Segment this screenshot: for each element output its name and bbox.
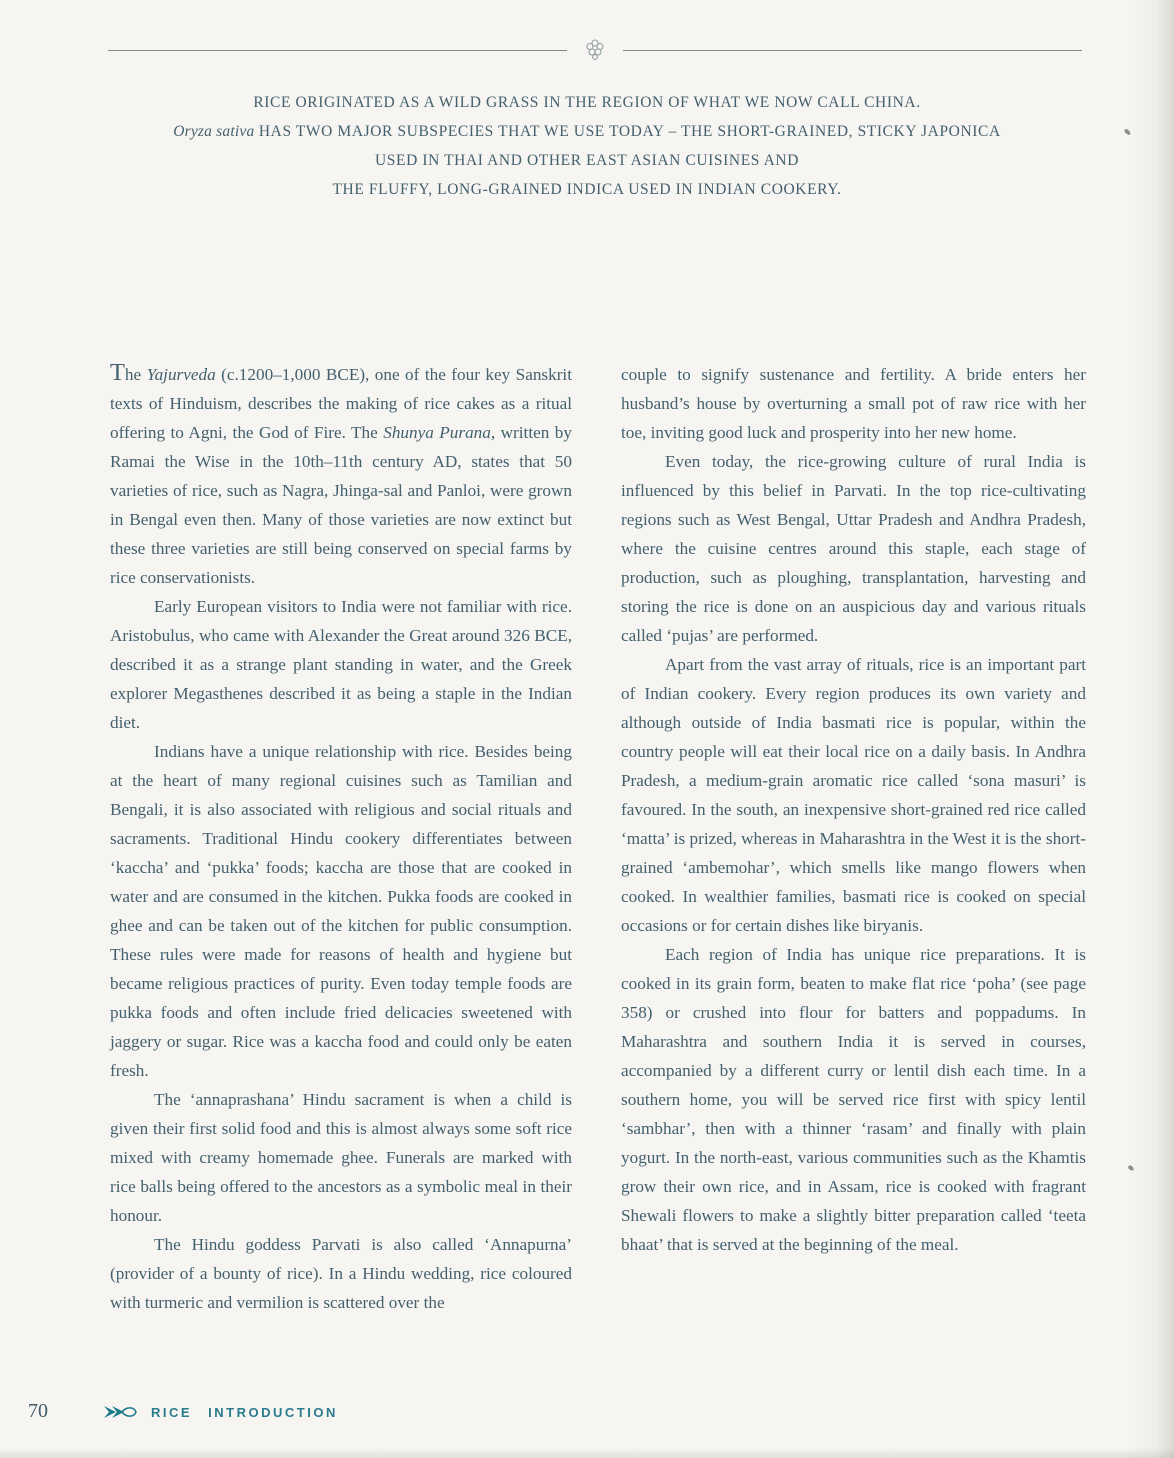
footer-mark bbox=[103, 1403, 338, 1421]
paragraph: Even today, the rice-growing culture of rural India is influenced by this belief in Parvati. In the top rice-cultivating regions such as West Bengal, Uttar Pradesh and Andhra Pradesh, where the cuisine centres around this staple, each stage of production, such as ploughing, transplantation, harvesting and storing the rice is done on an auspicious day and various rituals called ‘pujas’ are performed. bbox=[621, 452, 1086, 645]
epigraph-line: RICE ORIGINATED AS A WILD GRASS IN THE REGION OF WHAT WE NOW CALL CHINA. bbox=[253, 94, 921, 111]
paragraph: The Hindu goddess Parvati is also called ‘Annapurna’ (provider of a bounty of rice). In a Hindu wedding, rice coloured with turmeric and vermilion is scattered over the bbox=[110, 1235, 572, 1312]
rule-line-left bbox=[108, 50, 567, 51]
epigraph-line: USED IN THAI AND OTHER EAST ASIAN CUISINES AND bbox=[374, 152, 799, 169]
paragraph: The Yajurveda (c.1200–1,000 BCE), one of the four key Sanskrit texts of Hinduism, describes the making of rice cakes as a ritual offering to Agni, the God of Fire. The Shunya Purana, written by Ramai the Wise in the 10th–11th century AD, states that 50 varieties of rice, such as Nagra, Jhinga-sal and Panloi, were grown in Bengal even then. Many of those varieties are now extinct but these three varieties are still being conserved on special farms by rice conservationists. bbox=[110, 359, 572, 587]
body-right-column bbox=[621, 360, 1086, 1259]
paragraph: The ‘annaprashana’ Hindu sacrament is when a child is given their first solid food and this is almost always some soft rice mixed with creamy homemade ghee. Funerals are marked with rice balls being offered to the ancestors as a symbolic meal in their honour. bbox=[110, 1090, 572, 1225]
scan-speck bbox=[1124, 128, 1132, 136]
paragraph: Each region of India has unique rice preparations. It is cooked in its grain form, beaten to make flat rice ‘poha’ (see page 358) or crushed into flour for batters and poppadums. In Maharashtra and southern India it is served in courses, accompanied by a different curry or lentil dish each time. In a southern home, you will be served rice first with spicy lentil ‘sambhar’, then with a thinner ‘rasam’ and finally with plain yogurt. In the north-east, various communities such as the Khamtis grow their own rice, and in Assam, rice is cooked with fragrant Shewali flowers to make a slightly bitter preparation called ‘teeta bhaat’ that is served at the beginning of the meal. bbox=[621, 945, 1086, 1254]
epigraph-line: Oryza sativa HAS TWO MAJOR SUBSPECIES THAT WE USE TODAY – THE SHORT-GRAINED, STICKY JAPONICA bbox=[173, 123, 1001, 140]
page-number: 70 bbox=[28, 1400, 48, 1422]
footer-section-label: RICE INTRODUCTION bbox=[151, 1404, 338, 1420]
paragraph: Early European visitors to India were not familiar with rice. Aristobulus, who came with Alexander the Great around 326 BCE, described it as a strange plant standing in water, and the Greek explorer Megasthenes described it as being a staple in the Indian diet. bbox=[110, 597, 572, 732]
epigraph-line: THE FLUFFY, LONG-GRAINED INDICA USED IN INDIAN COOKERY. bbox=[332, 181, 842, 198]
paragraph: Indians have a unique relationship with rice. Besides being at the heart of many regional cuisines such as Tamilian and Bengali, it is also associated with religious and social rituals and sacraments. Traditional Hindu cookery differentiates between ‘kaccha’ and ‘pukka’ foods; kaccha are those that are cooked in water and are consumed in the kitchen. Pukka foods are cooked in ghee and can be taken out of the kitchen for public consumption. These rules were made for reasons of health and hygiene but became religious practices of purity. Even today temple foods are pukka foods and often include fried delicacies sweetened with jaggery or sugar. Rice was a kaccha food and could only be eaten fresh. bbox=[110, 742, 572, 1080]
paragraph: Apart from the vast array of rituals, rice is an important part of Indian cookery. Every region produces its own variety and although outside of India basmati rice is popular, within the country people will eat their local rice on a daily basis. In Andhra Pradesh, a medium-grain aromatic rice called ‘sona masuri’ is favoured. In the south, an inexpensive short-grained red rice called ‘matta’ is prized, whereas in Maharashtra in the West it is the short-grained ‘ambemohar’, which smells like mango flowers when cooked. In wealthier families, basmati rice is cooked on special occasions or for certain dishes like biryanis. bbox=[621, 655, 1086, 935]
rule-line-right bbox=[623, 50, 1082, 51]
scan-speck bbox=[1127, 1165, 1134, 1172]
body-left-column bbox=[110, 360, 572, 1317]
floral-cluster-icon bbox=[581, 38, 609, 62]
epigraph bbox=[120, 88, 1054, 204]
rice-grain-icon bbox=[103, 1403, 137, 1421]
page-footer bbox=[0, 1400, 1174, 1430]
paragraph: couple to signify sustenance and fertility. A bride enters her husband’s house by overturning a small pot of raw rice with her toe, inviting good luck and prosperity into her new home. bbox=[621, 365, 1086, 442]
top-rule bbox=[108, 38, 1082, 62]
